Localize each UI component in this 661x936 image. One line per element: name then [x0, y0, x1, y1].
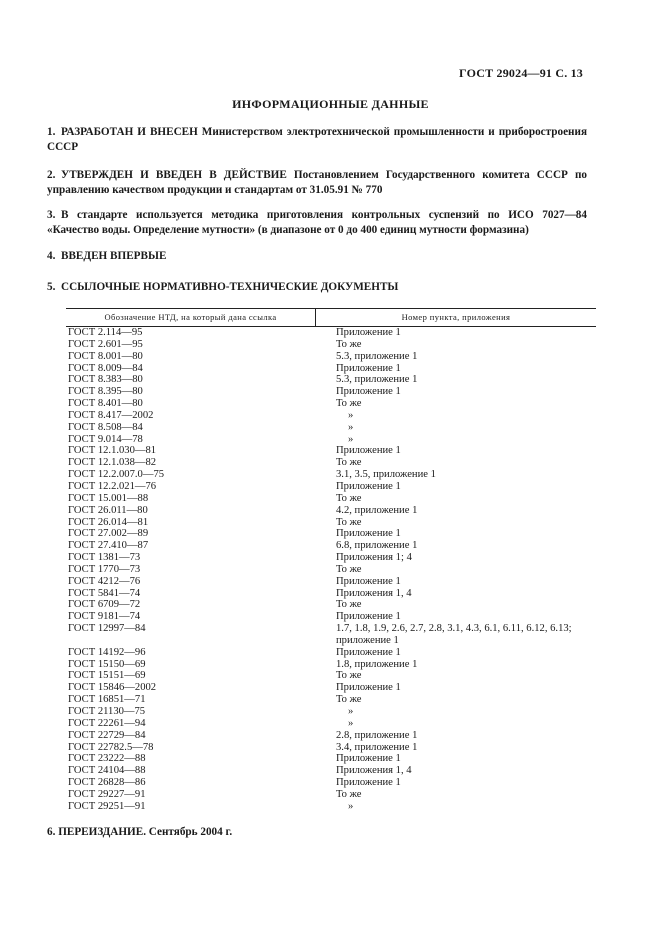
table-row	[66, 386, 596, 398]
document-designation: ГОСТ 29251—91	[68, 800, 146, 812]
clause-reference: Приложение 1	[336, 445, 401, 457]
clause-reference: То же	[336, 338, 362, 350]
table-row	[66, 493, 596, 505]
item-text: РАЗРАБОТАН И ВНЕСЕН Министерством электротехнической промышленности и приборостроения СССР	[47, 126, 587, 153]
document-designation: ГОСТ 22261—94	[68, 717, 146, 729]
table-row	[66, 469, 596, 481]
clause-reference: 3.4, приложение 1	[336, 741, 418, 753]
document-designation: ГОСТ 9.014—78	[68, 433, 143, 445]
clause-reference: Приложение 1	[336, 682, 401, 694]
item-text: ССЫЛОЧНЫЕ НОРМАТИВНО-ТЕХНИЧЕСКИЕ ДОКУМЕНТЫ	[61, 281, 399, 293]
table-row	[66, 706, 596, 718]
document-designation: ГОСТ 8.508—84	[68, 421, 143, 433]
page-title: ИНФОРМАЦИОННЫЕ ДАННЫЕ	[232, 97, 429, 111]
document-designation: ГОСТ 15846—2002	[68, 682, 157, 694]
clause-reference: 1.7, 1.8, 1.9, 2.6, 2.7, 2.8, 3.1, 4.3, 6.1, 6.11, 6.12, 6.13; приложение 1	[336, 623, 572, 646]
document-designation: ГОСТ 12.1.030—81	[68, 445, 157, 457]
document-designation: ГОСТ 12997—84	[68, 623, 146, 635]
document-designation: ГОСТ 29227—91	[68, 788, 146, 800]
clause-reference: Приложение 1	[336, 753, 401, 765]
document-designation: ГОСТ 24104—88	[68, 765, 146, 777]
table-row	[66, 540, 596, 552]
clause-reference: Приложения 1, 4	[336, 765, 412, 777]
document-designation: ГОСТ 8.401—80	[68, 398, 143, 410]
clause-reference: Приложение 1	[336, 480, 401, 492]
table-row	[66, 682, 596, 694]
clause-reference: 5.3, приложение 1	[336, 374, 418, 386]
clause-reference: То же	[336, 398, 362, 410]
table-row	[66, 457, 596, 469]
clause-reference: 3.1, 3.5, приложение 1	[336, 469, 436, 481]
table-body	[66, 327, 596, 813]
table-row	[66, 422, 596, 434]
document-designation: ГОСТ 1770—73	[68, 563, 141, 575]
clause-reference: Приложение 1	[336, 327, 401, 338]
table-row	[66, 647, 596, 659]
clause-reference: »	[348, 706, 354, 717]
table-row	[66, 327, 596, 339]
table-row	[66, 445, 596, 457]
document-designation: ГОСТ 12.1.038—82	[68, 457, 157, 469]
document-designation: ГОСТ 2.601—95	[68, 338, 143, 350]
table-top-rule	[66, 308, 596, 309]
table-row	[66, 765, 596, 777]
clause-reference: »	[348, 717, 354, 729]
table-row	[66, 623, 596, 647]
table-row	[66, 742, 596, 754]
table-row	[66, 564, 596, 576]
document-designation: ГОСТ 15.001—88	[68, 492, 149, 504]
clause-reference: »	[348, 800, 354, 812]
clause-reference: 5.3, приложение 1	[336, 350, 418, 362]
document-designation: ГОСТ 26828—86	[68, 777, 146, 789]
clause-reference: Приложения 1; 4	[336, 552, 412, 564]
table-row	[66, 670, 596, 682]
table-row	[66, 398, 596, 410]
table-row	[66, 718, 596, 730]
document-designation: ГОСТ 15150—69	[68, 658, 146, 670]
document-designation: ГОСТ 27.002—89	[68, 528, 149, 540]
info-item-1	[47, 125, 587, 155]
clause-reference: То же	[336, 788, 362, 800]
document-designation: ГОСТ 14192—96	[68, 646, 146, 658]
clause-reference: То же	[336, 457, 362, 469]
clause-reference: То же	[336, 492, 362, 504]
item-number: 3.	[47, 209, 56, 221]
clause-reference: То же	[336, 670, 362, 682]
table-row	[66, 611, 596, 623]
clause-reference: Приложение 1	[336, 362, 401, 374]
table-row	[66, 599, 596, 611]
item-number: 5.	[47, 281, 56, 293]
clause-reference: Приложения 1, 4	[336, 587, 412, 599]
clause-reference: »	[348, 433, 354, 445]
clause-reference: То же	[336, 563, 362, 575]
clause-reference: 2.8, приложение 1	[336, 729, 418, 741]
item-number: 2.	[47, 169, 56, 181]
table-row	[66, 777, 596, 789]
info-item-2	[47, 168, 587, 198]
table-row	[66, 481, 596, 493]
document-designation: ГОСТ 15151—69	[68, 670, 146, 682]
column-header-clause: Номер пункта, приложения	[401, 312, 511, 322]
clause-reference: Приложение 1	[336, 777, 401, 789]
document-designation: ГОСТ 6709—72	[68, 599, 141, 611]
info-item-4	[47, 249, 587, 264]
clause-reference: Приложение 1	[336, 575, 401, 587]
clause-reference: Приложение 1	[336, 386, 401, 398]
table-row	[66, 659, 596, 671]
table-row	[66, 552, 596, 564]
document-designation: ГОСТ 12.2.007.0—75	[68, 469, 165, 481]
clause-reference: Приложение 1	[336, 611, 401, 623]
clause-reference: 6.8, приложение 1	[336, 540, 418, 552]
document-designation: ГОСТ 2.114—95	[68, 327, 143, 338]
document-designation: ГОСТ 8.395—80	[68, 386, 143, 398]
document-designation: ГОСТ 23222—88	[68, 753, 146, 765]
table-row	[66, 374, 596, 386]
document-designation: ГОСТ 26.014—81	[68, 516, 149, 528]
document-designation: ГОСТ 27.410—87	[68, 540, 149, 552]
table-row	[66, 339, 596, 351]
page-header: ГОСТ 29024—91 С. 13	[459, 66, 583, 80]
item-text: ВВЕДЕН ВПЕРВЫЕ	[61, 250, 167, 262]
info-item-3	[47, 208, 587, 238]
clause-reference: 4.2, приложение 1	[336, 504, 418, 516]
clause-reference: »	[348, 421, 354, 433]
item-text: В стандарте используется методика приготовления контрольных суспензий по ИСО 7027—84 «Качество воды. Определение мутности» (в диапазоне от 0 до 400 единиц мутности формазина)	[47, 209, 587, 236]
table-row	[66, 410, 596, 422]
document-designation: ГОСТ 8.383—80	[68, 374, 143, 386]
document-designation: ГОСТ 8.009—84	[68, 362, 143, 374]
table-row	[66, 505, 596, 517]
table-row	[66, 351, 596, 363]
document-designation: ГОСТ 4212—76	[68, 575, 141, 587]
document-designation: ГОСТ 26.011—80	[68, 504, 148, 516]
table-row	[66, 517, 596, 529]
document-designation: ГОСТ 8.001—80	[68, 350, 143, 362]
document-designation: ГОСТ 22729—84	[68, 729, 146, 741]
table-row	[66, 363, 596, 375]
table-row	[66, 588, 596, 600]
clause-reference: То же	[336, 694, 362, 706]
item-text: УТВЕРЖДЕН И ВВЕДЕН В ДЕЙСТВИЕ Постановлением Государственного комитета СССР по управлению качеством продукции и стандартам от 31.05.91 № 770	[47, 169, 587, 196]
document-designation: ГОСТ 22782.5—78	[68, 741, 154, 753]
column-header-document: Обозначение НТД, на который дана ссылка	[104, 312, 277, 322]
table-row	[66, 789, 596, 801]
table-row	[66, 730, 596, 742]
table-row	[66, 576, 596, 588]
item-number: 1.	[47, 126, 56, 138]
clause-reference: »	[348, 409, 354, 421]
table-row	[66, 434, 596, 446]
table-row	[66, 528, 596, 540]
info-item-5	[47, 280, 587, 295]
clause-reference: Приложение 1	[336, 646, 401, 658]
document-designation: ГОСТ 1381—73	[68, 552, 141, 564]
document-designation: ГОСТ 21130—75	[68, 706, 146, 717]
document-designation: ГОСТ 8.417—2002	[68, 409, 154, 421]
clause-reference: То же	[336, 516, 362, 528]
item-number: 4.	[47, 250, 56, 262]
table-row	[66, 694, 596, 706]
republication-note: 6. ПЕРЕИЗДАНИЕ. Сентябрь 2004 г.	[47, 826, 233, 838]
clause-reference: То же	[336, 599, 362, 611]
document-designation: ГОСТ 12.2.021—76	[68, 480, 157, 492]
clause-reference: 1.8, приложение 1	[336, 658, 418, 670]
document-designation: ГОСТ 5841—74	[68, 587, 141, 599]
clause-reference: Приложение 1	[336, 528, 401, 540]
document-designation: ГОСТ 16851—71	[68, 694, 146, 706]
table-row	[66, 801, 596, 813]
table-row	[66, 753, 596, 765]
document-designation: ГОСТ 9181—74	[68, 611, 141, 623]
